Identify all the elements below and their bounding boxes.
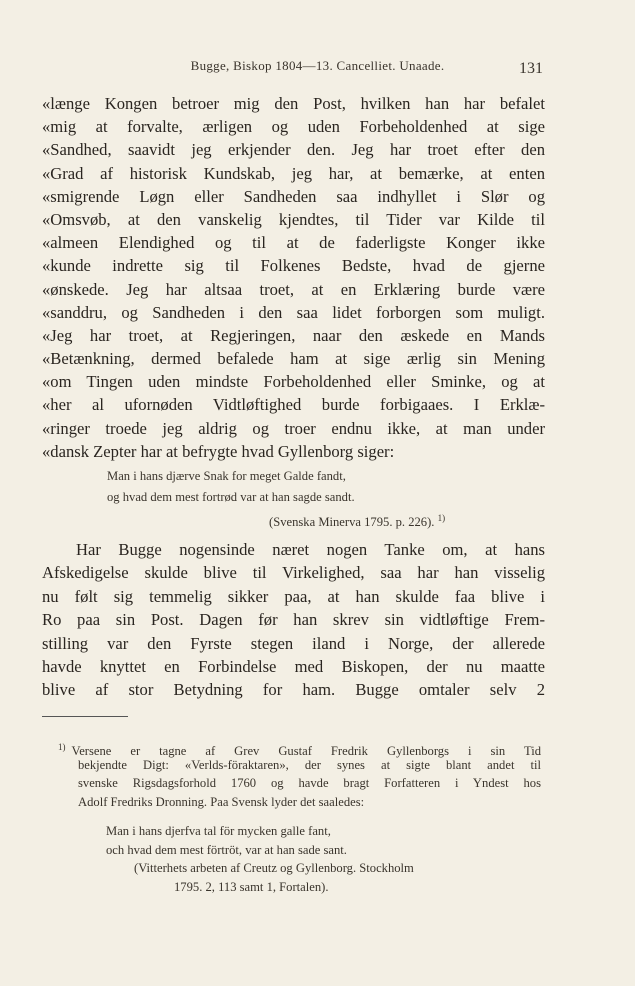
- body-paragraph-2: [42, 538, 545, 702]
- footnote: [58, 738, 541, 811]
- footnote-source: (Vitterhets arbeten af Creutz og Gyllenborg. Stockholm: [134, 861, 414, 876]
- footnote-line: Adolf Fredriks Dronning. Paa Svensk lyder det saaledes:: [78, 794, 365, 809]
- verse-line: Man i hans djærve Snak for meget Galde fandt,: [107, 469, 346, 483]
- text-line: «Betænkning, dermed befalede ham at sige ærlig sin Mening: [42, 349, 545, 369]
- footnote-marker: 1): [58, 742, 66, 752]
- text-line: «kunde indrette sig til Folkenes Bedste, hvad de gjerne: [42, 256, 545, 276]
- text-line: «ønskede. Jeg har altsaa troet, at en Erklæring burde være: [42, 279, 545, 299]
- text-line: stilling var den Fyrste stegen iland i Norge, der allerede: [42, 633, 545, 653]
- verse-line: og hvad dem mest fortrød var at han sagde sandt.: [107, 490, 355, 504]
- footnote-line: svenske Rigsdagsforhold 1760 og havde bragt Forfatteren i Yndest hos: [78, 776, 541, 791]
- footnote-text: Versene er tagne af Grev Gustaf Fredrik Gyllenborgs i sin Tid: [71, 744, 541, 759]
- footnote-source: 1795. 2, 113 samt 1, Fortalen).: [174, 879, 329, 894]
- verse-quote: [107, 466, 507, 529]
- text-line: «almeen Elendighed og til at de faderligste Konger ikke: [42, 233, 545, 253]
- text-line: blive af stor Betydning for ham. Bugge omtaler selv 2: [42, 680, 545, 700]
- text-line: «ringer troede jeg aldrig og troer endnu ikke, at man under: [42, 418, 545, 438]
- text-line: «om Tingen uden mindste Forbeholdenhed eller Sminke, og at: [42, 372, 545, 392]
- footnote-line: [58, 738, 541, 759]
- text-line: «længe Kongen betroer mig den Post, hvilken han har befalet: [42, 94, 545, 113]
- footnote-verse-line: Man i hans djerfva tal för mycken galle fant,: [106, 824, 331, 838]
- footnote-divider: [42, 716, 128, 717]
- body-paragraph-1: [42, 92, 545, 463]
- footnote-reference: 1): [437, 513, 446, 523]
- text-line: Har Bugge nogensinde næret nogen Tanke om, at hans: [76, 540, 545, 559]
- text-line: «dansk Zepter har at befrygte hvad Gyllenborg siger:: [42, 441, 395, 461]
- text-line: «Grad af historisk Kundskab, jeg har, at bemærke, at enten: [42, 163, 545, 183]
- verse-source-text: (Svenska Minerva 1795. p. 226).: [269, 515, 435, 530]
- text-line: «mig at forvalte, ærligen og uden Forbeholdenhed at sige: [42, 117, 545, 137]
- text-line: «Sandhed, saavidt jeg erkjender den. Jeg har troet efter den: [42, 140, 545, 160]
- text-line: «Jeg har troet, at Regjeringen, naar den æskede en Mands: [42, 325, 545, 345]
- text-line: «her al ufornøden Vidtløftighed burde forbigaaes. I Erklæ-: [42, 395, 545, 415]
- text-line: «smigrende Løgn eller Sandheden saa indhyllet i Slør og: [42, 186, 545, 206]
- text-line: havde knyttet en Forbindelse med Biskopen, der nu maatte: [42, 656, 545, 676]
- running-head: Bugge, Biskop 1804—13. Cancelliet. Unaade.: [190, 58, 445, 73]
- text-line: «Omsvøb, at den vanskelig kjendtes, til Tider var Kilde til: [42, 209, 545, 229]
- text-line: Afskedigelse skulde blive til Virkelighed, saa har han visselig: [42, 563, 545, 583]
- text-line: Ro paa sin Post. Dagen før han skrev sin vidtløftige Frem-: [42, 610, 545, 630]
- verse-source: [107, 508, 507, 529]
- page-number: 131: [519, 60, 543, 77]
- footnote-verse: [106, 822, 526, 896]
- footnote-line: bekjendte Digt: «Verlds-föraktaren», der synes at sigte blant andet til: [78, 758, 541, 773]
- footnote-verse-line: och hvad dem mest förtröt, var at han sade sant.: [106, 842, 347, 857]
- text-line: «sanddru, og Sandheden i den saa lidet forborgen som muligt.: [42, 302, 545, 322]
- text-line: nu følt sig temmelig sikker paa, at han skulde faa blive i: [42, 586, 545, 606]
